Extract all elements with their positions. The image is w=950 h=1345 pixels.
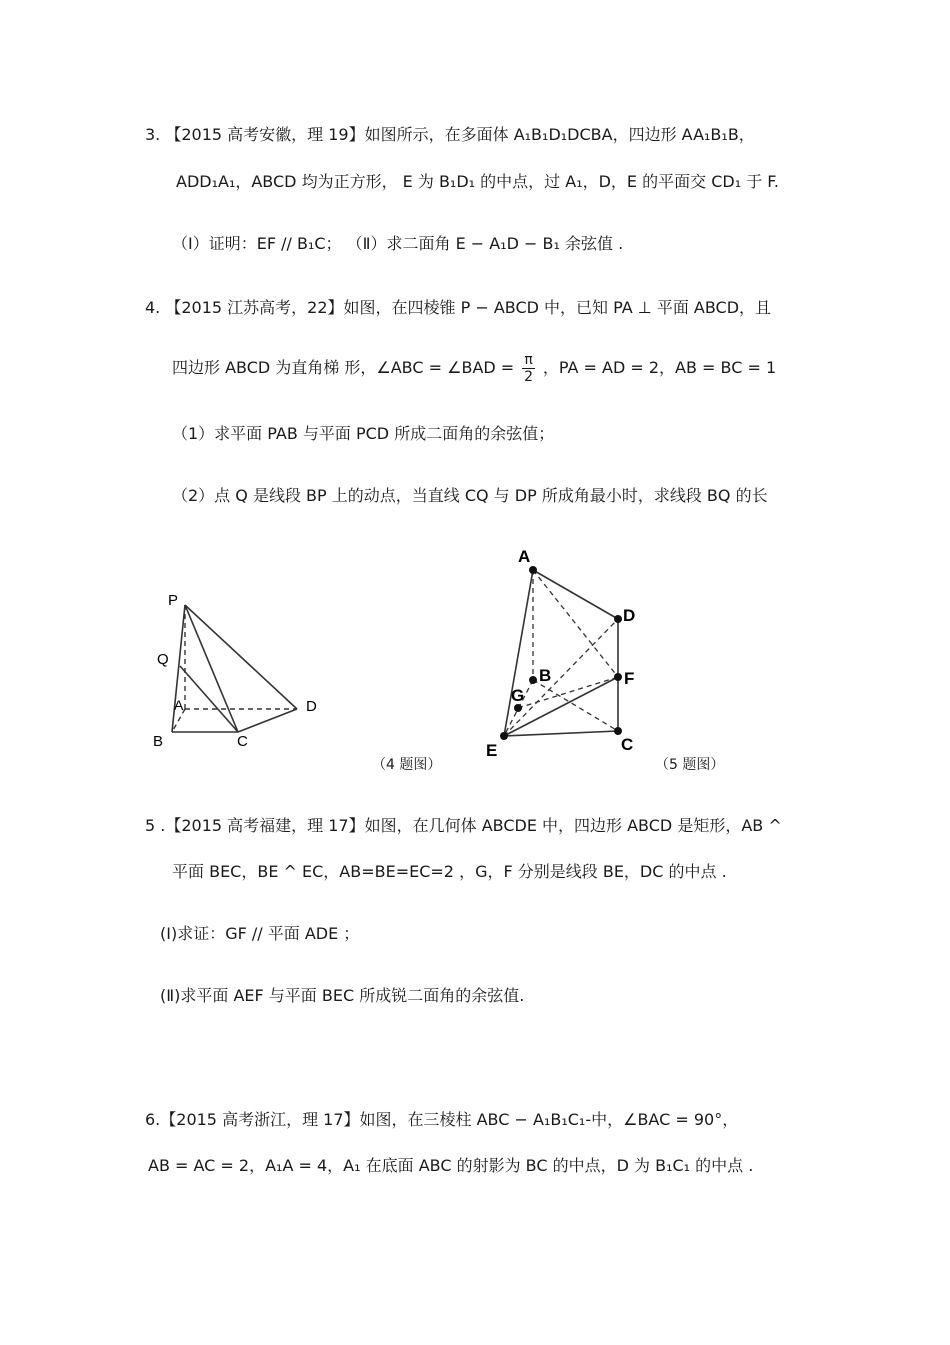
figure-4-pyramid — [140, 580, 340, 755]
label-F: F — [624, 669, 635, 688]
label-A: A — [518, 547, 531, 566]
label-D: D — [623, 606, 636, 625]
segment-QC — [180, 666, 238, 732]
point-D — [614, 615, 622, 623]
point-F — [614, 673, 622, 681]
problem-6-line-1: 6.【2015 高考浙江，理 17】如图，在三棱柱 ABC − A₁B₁C₁-中，∠BAC = 90°， — [145, 1110, 739, 1129]
figure-5-solid — [478, 540, 658, 765]
figure-5-caption: （5 题图） — [655, 757, 725, 773]
problem-5-line-3: (Ⅰ)求证：GF // 平面 ADE ； — [160, 924, 360, 943]
edge-AD — [533, 570, 618, 619]
problem-4-line-4: （2）点 Q 是线段 BP 上的动点，当直线 CQ 与 DP 所成角最小时，求线段 BQ 的长 — [172, 486, 768, 505]
problem-4-line-2 — [172, 352, 776, 385]
edge-CD — [238, 709, 297, 732]
label-G: G — [511, 686, 525, 705]
edge-BC-hidden — [533, 680, 618, 731]
point-C — [614, 727, 622, 735]
label-A: A — [174, 697, 184, 713]
segment-AF-hidden — [533, 570, 618, 677]
label-E: E — [486, 741, 498, 760]
label-P: P — [168, 592, 179, 609]
problem-4-line-1: 4. 【2015 江苏高考，22】如图，在四棱锥 P − ABCD 中，已知 PA ⊥ 平面 ABCD，且 — [145, 298, 772, 317]
point-G — [514, 704, 522, 712]
fraction-numerator: π — [524, 352, 533, 368]
label-B: B — [539, 666, 552, 685]
edge-PD — [185, 605, 297, 709]
point-B — [529, 676, 537, 684]
label-D: D — [306, 698, 317, 715]
problem-3-line-2: ADD₁A₁，ABCD 均为正方形， E 为 B₁D₁ 的中点，过 A₁，D，E 的平面交 CD₁ 于 F. — [176, 172, 780, 191]
label-Q: Q — [157, 651, 169, 668]
problem-5-line-2: 平面 BEC，BE ^ EC，AB=BE=EC=2 ，G，F 分别是线段 BE，DC 的中点 . — [172, 862, 727, 881]
problem-5-line-4: (Ⅱ)求平面 AEF 与平面 BEC 所成锐二面角的余弦值. — [160, 986, 525, 1005]
point-A — [529, 566, 537, 574]
point-E — [500, 732, 508, 740]
problem-5-line-1: 5 .【2015 高考福建，理 17】如图，在几何体 ABCDE 中，四边形 ABCD 是矩形，AB ^ — [145, 816, 782, 835]
label-B: B — [153, 733, 164, 750]
problem-3-line-1: 3. 【2015 高考安徽，理 19】如图所示，在多面体 A₁B₁D₁DCBA，四边形 AA₁B₁B， — [145, 125, 755, 144]
problem-4-line-2-text-a: 四边形 ABCD 为直角梯 形，∠ABC = ∠BAD = — [172, 358, 515, 377]
edge-EC — [504, 731, 618, 736]
problem-4-line-3: （1）求平面 PAB 与平面 PCD 所成二面角的余弦值； — [172, 424, 555, 443]
label-C: C — [237, 733, 248, 750]
edge-PC — [185, 605, 238, 732]
fraction-denominator: 2 — [524, 369, 533, 385]
problem-6-line-2: AB = AC = 2，A₁A = 4，A₁ 在底面 ABC 的射影为 BC 的中点，D 为 B₁C₁ 的中点 . — [148, 1156, 754, 1175]
fraction — [522, 352, 534, 385]
figure-4-caption: （4 题图） — [372, 757, 442, 773]
problem-3-line-3: （Ⅰ）证明：EF // B₁C； （Ⅱ）求二面角 E − A₁D − B₁ 余弦值 . — [172, 234, 624, 253]
label-C: C — [621, 735, 634, 754]
problem-4-line-2-text-b: ，PA = AD = 2，AB = BC = 1 — [542, 358, 777, 377]
